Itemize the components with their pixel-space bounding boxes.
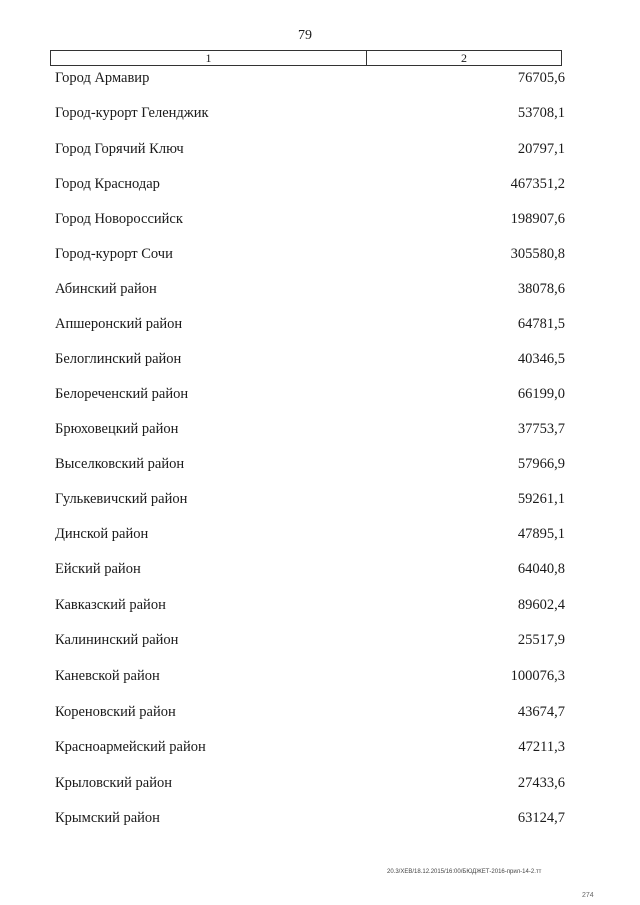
table-row [55, 70, 565, 90]
table-row [55, 176, 565, 196]
row-name: Динской район [55, 526, 149, 542]
table-row [55, 386, 565, 406]
row-value: 38078,6 [517, 281, 565, 297]
row-value: 467351,2 [510, 176, 565, 192]
row-value: 66199,0 [517, 386, 565, 402]
row-name: Абинский район [55, 281, 157, 297]
row-name: Крымский район [55, 810, 160, 826]
table-row [55, 316, 565, 336]
table-header-col1: 1 [51, 51, 367, 65]
row-value: 89602,4 [517, 597, 565, 613]
row-value: 47895,1 [517, 526, 565, 542]
table-row [55, 810, 565, 830]
table-row [55, 211, 565, 231]
table-row [55, 668, 565, 688]
row-value: 37753,7 [517, 421, 565, 437]
row-name: Город Горячий Ключ [55, 141, 184, 157]
row-value: 27433,6 [517, 775, 565, 791]
row-name: Кавказский район [55, 597, 166, 613]
table-row [55, 739, 565, 759]
row-name: Город-курорт Геленджик [55, 105, 209, 121]
row-name: Кореновский район [55, 704, 176, 720]
row-value: 53708,1 [517, 105, 565, 121]
row-name: Город Новороссийск [55, 211, 183, 227]
row-name: Апшеронский район [55, 316, 183, 332]
row-name: Город Армавир [55, 70, 150, 86]
row-name: Город Краснодар [55, 176, 160, 192]
table-row [55, 704, 565, 724]
table-row [55, 775, 565, 795]
row-name: Гулькевичский район [55, 491, 188, 507]
row-value: 47211,3 [518, 739, 565, 755]
table-row [55, 561, 565, 581]
table-row [55, 141, 565, 161]
footer-page-mark: 274 [582, 892, 594, 899]
table-row [55, 456, 565, 476]
row-value: 64781,5 [517, 316, 565, 332]
table-row [55, 597, 565, 617]
table-header-col2: 2 [461, 51, 467, 65]
row-value: 100076,3 [510, 668, 565, 684]
row-value: 20797,1 [517, 141, 565, 157]
table-row [55, 421, 565, 441]
row-name: Белоглинский район [55, 351, 182, 367]
row-value: 64040,8 [517, 561, 565, 577]
table-row [55, 351, 565, 371]
row-name: Красноармейский район [55, 739, 206, 755]
row-name: Калининский район [55, 632, 179, 648]
row-name: Брюховецкий район [55, 421, 179, 437]
row-value: 305580,8 [510, 246, 565, 262]
row-value: 43674,7 [517, 704, 565, 720]
table-row [55, 281, 565, 301]
row-value: 198907,6 [510, 211, 565, 227]
table-row [55, 526, 565, 546]
row-value: 59261,1 [517, 491, 565, 507]
table-row [55, 632, 565, 652]
row-name: Город-курорт Сочи [55, 246, 173, 262]
row-value: 63124,7 [517, 810, 565, 826]
row-value: 40346,5 [517, 351, 565, 367]
table-row [55, 246, 565, 266]
row-value: 76705,6 [517, 70, 565, 86]
row-name: Крыловский район [55, 775, 172, 791]
page-number: 79 [298, 28, 312, 43]
table-row [55, 105, 565, 125]
footer-file-stamp: 20.3/ХЕВ/18.12.2015/16:00/БЮДЖЕТ-2016-прил-14-2.тт [387, 869, 542, 875]
row-name: Ейский район [55, 561, 141, 577]
row-value: 25517,9 [517, 632, 565, 648]
row-name: Выселковский район [55, 456, 185, 472]
row-name: Каневской район [55, 668, 160, 684]
row-name: Белореченский район [55, 386, 189, 402]
row-value: 57966,9 [517, 456, 565, 472]
table-row [55, 491, 565, 511]
